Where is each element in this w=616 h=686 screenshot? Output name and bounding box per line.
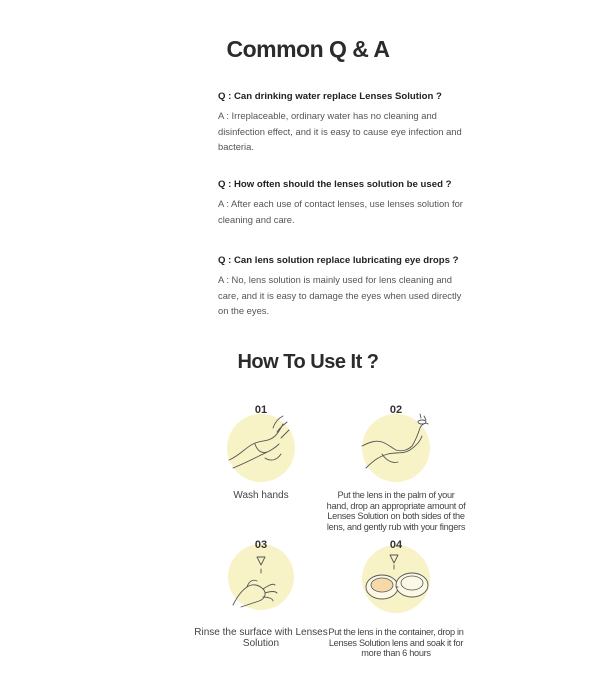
step-number: 04 <box>389 539 403 551</box>
qa-item <box>218 255 468 319</box>
step-number: 01 <box>254 404 268 416</box>
question: Q : Can lens solution replace lubricating eye drops ? <box>218 255 459 266</box>
lens-case-icon <box>356 535 436 621</box>
qa-item <box>218 91 468 155</box>
answer: A : After each use of contact lenses, use lenses solution for cleaning and care. <box>218 198 463 225</box>
step-caption: Put the lens in the palm of your hand, drop an appropriate amount of Lenses Solution on both sides of the lens, and gently rub with your fingers <box>326 490 466 532</box>
step-1 <box>191 398 331 501</box>
lens-on-palm-icon <box>356 398 436 484</box>
question: Q : How often should the lenses solution be used ? <box>218 179 452 190</box>
step-number: 02 <box>389 404 403 416</box>
step-caption: Wash hands <box>233 490 289 501</box>
step-number: 03 <box>254 539 268 551</box>
qa-item <box>218 179 468 227</box>
step-3 <box>191 535 331 649</box>
answer: A : Irreplaceable, ordinary water has no cleaning and disinfection effect, and it is easy to cause eye infection and bacteria. <box>218 110 462 152</box>
step-2 <box>326 398 466 532</box>
step-4 <box>326 535 466 659</box>
howto-title: How To Use It ? <box>237 351 379 373</box>
question: Q : Can drinking water replace Lenses Solution ? <box>218 91 442 102</box>
qa-title: Common Q & A <box>226 36 390 62</box>
step-caption: Rinse the surface with Lenses Solution <box>194 627 328 649</box>
rinse-lens-icon <box>221 535 301 621</box>
step-caption: Put the lens in the container, drop in Lenses Solution lens and soak it for more than 6 hours <box>328 627 464 658</box>
washing-hands-icon <box>221 398 301 484</box>
answer: A : No, lens solution is mainly used for lens cleaning and care, and it is easy to damage the eyes when used directly on the eyes. <box>218 274 462 316</box>
